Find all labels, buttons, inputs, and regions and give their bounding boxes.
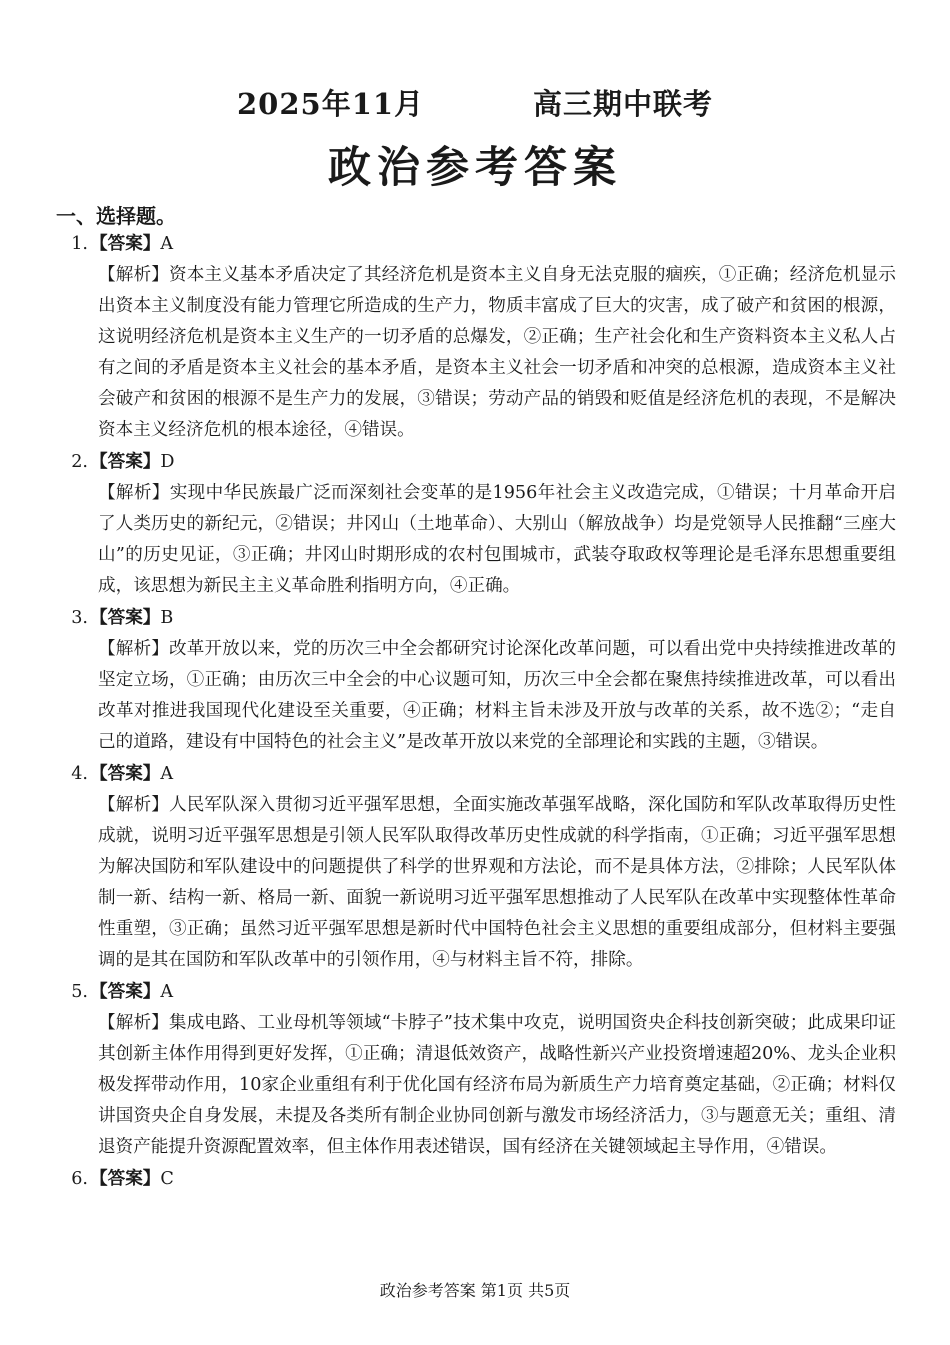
answer-label: 【答案】	[90, 607, 161, 628]
answer-line	[56, 976, 896, 1008]
answer-value: D	[160, 452, 175, 472]
question-number: 5.	[71, 982, 88, 1002]
question-6	[56, 1163, 896, 1195]
explanation-text: 改革开放以来，党的历次三中全会都研究讨论深化改革问题，可以看出党中央持续推进改革的坚定立场，①正确；由历次三中全会的中心议题可知，历次三中全会都在聚焦持续推进改革，可以看出改革对推进我国现代化建设至关重要，④正确；材料主旨未涉及开放与改革的关系，故不选②；“走自己的道路，建设有中国特色的社会主义”是改革开放以来党的全部理论和实践的主题，③错误。	[98, 639, 896, 752]
explanation-text: 实现中华民族最广泛而深刻社会变革的是1956年社会主义改造完成，①错误；十月革命开启了人类历史的新纪元，②错误；井冈山（土地革命）、大别山（解放战争）均是党领导人民推翻“三座大山”的历史见证，③正确；井冈山时期形成的农村包围城市，武装夺取政权等理论是毛泽东思想重要组成，该思想为新民主主义革命胜利指明方向，④正确。	[98, 483, 896, 596]
answer-label: 【答案】	[90, 451, 161, 472]
explanation-label: 【解析】	[98, 639, 169, 659]
answer-line	[56, 446, 896, 478]
question-number: 4.	[71, 764, 88, 784]
answer-line	[56, 602, 896, 634]
explanation-text: 集成电路、工业母机等领域“卡脖子”技术集中攻克，说明国资央企科技创新突破；此成果印证其创新主体作用得到更好发挥，①正确；清退低效资产，战略性新兴产业投资增速超20%、龙头企业积极发挥带动作用，10家企业重组有利于优化国有经济布局为新质生产力培育奠定基础，②正确；材料仅讲国资央企自身发展，未提及各类所有制企业协同创新与激发市场经济活力，③与题意无关；重组、清退资产能提升资源配置效率，但主体作用表述错误，国有经济在关键领域起主导作用，④错误。	[98, 1013, 896, 1157]
answer-value: A	[160, 764, 174, 784]
answer-value: B	[160, 608, 174, 628]
answer-value: A	[160, 982, 174, 1002]
explanation-text: 资本主义基本矛盾决定了其经济危机是资本主义自身无法克服的痼疾，①正确；经济危机显示出资本主义制度没有能力管理它所造成的生产力，物质丰富成了巨大的灾害，成了破产和贫困的根源，这说明经济危机是资本主义生产的一切矛盾的总爆发，②正确；生产社会化和生产资料资本主义私人占有之间的矛盾是资本主义社会的基本矛盾，是资本主义社会一切矛盾和冲突的总根源，造成资本主义社会破产和贫困的根源不是生产力的发展，③错误；劳动产品的销毁和贬值是经济危机的表现，不是解决资本主义经济危机的根本途径，④错误。	[98, 265, 896, 440]
question-number: 6.	[71, 1169, 88, 1189]
explanation	[56, 260, 896, 446]
explanation	[56, 478, 896, 602]
answer-value: A	[160, 234, 174, 254]
explanation-text: 人民军队深入贯彻习近平强军思想，全面实施改革强军战略，深化国防和军队改革取得历史性成就，说明习近平强军思想是引领人民军队取得改革历史性成就的科学指南，①正确；习近平强军思想为解决国防和军队建设中的问题提供了科学的世界观和方法论，而不是具体方法，②排除；人民军队体制一新、结构一新、格局一新、面貌一新说明习近平强军思想推动了人民军队在改革中实现整体性革命性重塑，③正确；虽然习近平强军思想是新时代中国特色社会主义思想的重要组成部分，但材料主要强调的是其在国防和军队改革中的引领作用，④与材料主旨不符，排除。	[98, 795, 896, 970]
exam-name: 高三期中联考	[533, 87, 714, 121]
question-2	[56, 446, 896, 602]
question-3	[56, 602, 896, 758]
question-number: 2.	[71, 452, 88, 472]
explanation-label: 【解析】	[98, 483, 170, 503]
question-number: 3.	[71, 608, 88, 628]
explanation	[56, 1008, 896, 1163]
answer-line	[56, 1163, 896, 1195]
page-title: 政治参考答案	[328, 143, 622, 193]
explanation	[56, 790, 896, 976]
answer-line	[56, 758, 896, 790]
page-footer: 政治参考答案 第1页 共5页	[379, 1281, 571, 1300]
explanation-label: 【解析】	[98, 1013, 169, 1033]
answer-label: 【答案】	[90, 233, 161, 254]
exam-date: 2025年11月	[237, 87, 425, 121]
question-number: 1.	[71, 234, 88, 254]
answer-value: C	[160, 1169, 174, 1189]
question-4	[56, 758, 896, 976]
answer-label: 【答案】	[90, 763, 161, 784]
section-heading: 一、选择题。	[56, 204, 176, 228]
answer-label: 【答案】	[90, 1168, 161, 1189]
answer-line	[56, 228, 896, 260]
answer-list	[56, 228, 896, 1195]
explanation-label: 【解析】	[98, 265, 169, 285]
answer-label: 【答案】	[90, 981, 161, 1002]
explanation	[56, 634, 896, 758]
explanation-label: 【解析】	[98, 795, 169, 815]
question-1	[56, 228, 896, 446]
question-5	[56, 976, 896, 1163]
